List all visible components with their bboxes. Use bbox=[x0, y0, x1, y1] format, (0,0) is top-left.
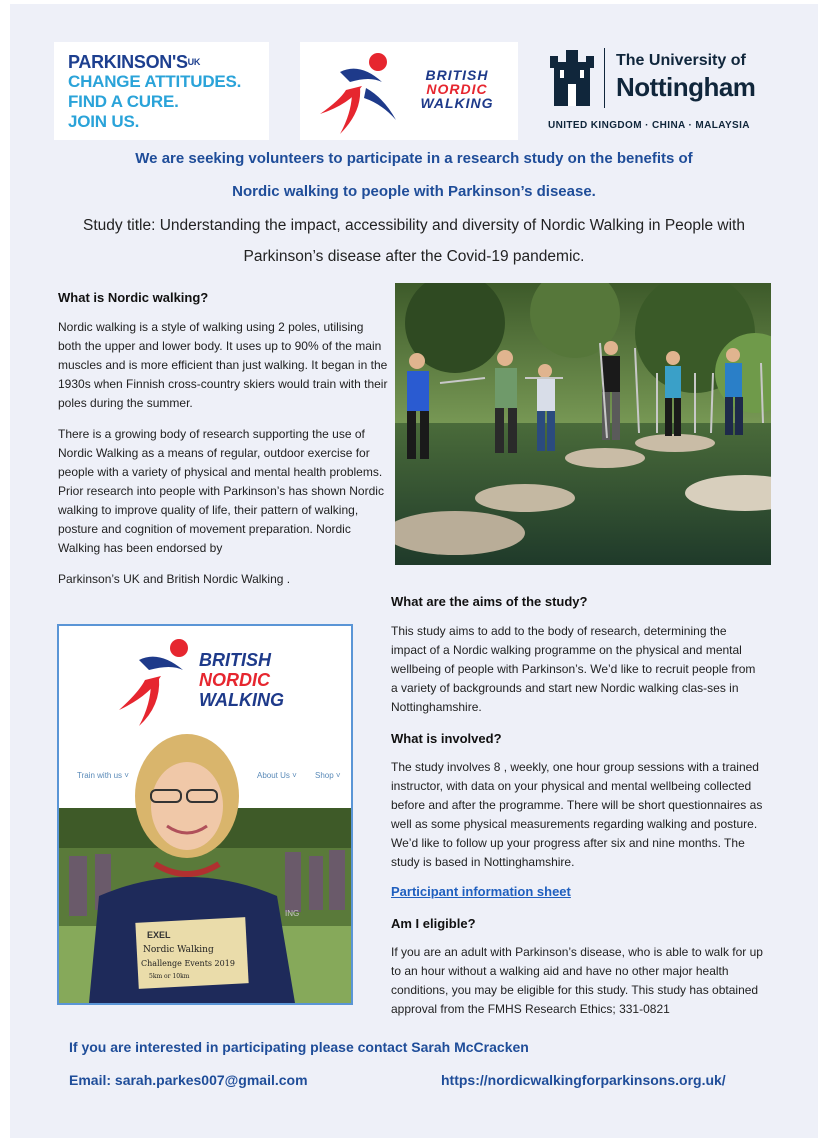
what-is-paragraph-2: There is a growing body of research supporting the use of Nordic Walking as a means of regular, outdoor exercise for people with a variety of physical and mental health problems. Prior research into people with Parkinson’s has shown Nordic walking to improve quality of life, their pattern of walking, posture and cognition of movement preparation. Nordic Walking has been endorsed by bbox=[58, 427, 384, 555]
british-nordic-walking-logo bbox=[300, 42, 518, 140]
castle-crest-icon bbox=[548, 48, 596, 110]
shirt-line-1: Nordic Walking bbox=[143, 945, 214, 955]
uon-line1: The University of bbox=[616, 52, 746, 69]
aims-heading: What are the aims of the study? bbox=[391, 594, 588, 609]
parkinsons-slogan-2: FIND A CURE. bbox=[68, 92, 179, 111]
bnw-word-nordic: NORDIC bbox=[426, 81, 488, 97]
parkinsons-slogan-3: JOIN US. bbox=[68, 112, 140, 131]
involved-body: The study involves 8 , weekly, one hour group sessions with a trained instructor, with data on your physical and mental wellbeing collected before and after the programme. There will be short questionnaires as well as some physical measurements regarding walking and posture. We’d like to follow up your progress after six and nine months. The study is based in Nottinghamshire. bbox=[391, 760, 763, 869]
instructor-nav-about: About Us ˅ bbox=[257, 771, 297, 780]
bnw-word-walking: WALKING bbox=[420, 95, 494, 111]
nordic-walking-group-photo bbox=[395, 283, 771, 565]
uon-divider bbox=[604, 48, 605, 108]
contact-line: If you are interested in participating please contact Sarah McCracken bbox=[69, 1039, 529, 1055]
what-is-paragraph-3: Parkinson’s UK and British Nordic Walking . bbox=[58, 572, 291, 586]
instructor-nav-shop: Shop ˅ bbox=[315, 771, 341, 780]
website-url[interactable]: https://nordicwalkingforparkinsons.org.uk/ bbox=[441, 1072, 726, 1088]
parkinsons-slogan-1: CHANGE ATTITUDES. bbox=[68, 72, 242, 91]
bnw-word-british: BRITISH bbox=[425, 67, 489, 83]
walker-figure-icon bbox=[300, 42, 410, 140]
instructor-nav-train: Train with us ˅ bbox=[77, 771, 129, 780]
participant-information-link[interactable]: Participant information sheet bbox=[391, 884, 571, 899]
what-is-paragraph-1: Nordic walking is a style of walking using 2 poles, utilising both the upper and lower body. It uses up to 90% of the main muscles and is more efficient than just walking. It began in the 1930s when Finnish cross-country skiers would train with their poles during the summer. bbox=[58, 320, 388, 410]
shirt-line-2: Challenge Events 2019 bbox=[141, 959, 235, 968]
study-title: Study title: Understanding the impact, accessibility and diversity of Nordic Walking in People with Parkinson’s disease after the Covid-19 pandemic. bbox=[83, 217, 745, 265]
instructor-photo bbox=[57, 624, 353, 1005]
what-is-heading: What is Nordic walking? bbox=[58, 290, 209, 305]
uon-campuses: UNITED KINGDOM · CHINA · MALAYSIA bbox=[548, 120, 750, 131]
group-photo-illustration bbox=[395, 283, 771, 565]
uon-line2: Nottingham bbox=[616, 72, 756, 102]
headline-line-1: We are seeking volunteers to participate in a research study on the benefits of bbox=[135, 150, 693, 167]
aims-body: This study aims to add to the body of research, determining the impact of a Nordic walking programme on the physical and mental wellbeing of people with Parkinson’s. We’d like to recruit people from a variety of backgrounds and start new Nordic walking clas-ses in Nottinghamshire. bbox=[391, 624, 756, 714]
parkinsons-brand: $PARKINSON'S^{UK}$ bbox=[68, 52, 201, 72]
instructor-brand-british: BRITISH bbox=[199, 650, 271, 670]
instructor-illustration bbox=[59, 626, 351, 1003]
headline-line-2: Nordic walking to people with Parkinson’s disease. bbox=[232, 183, 596, 200]
bnw-wordmark bbox=[398, 68, 516, 110]
eligible-body: If you are an adult with Parkinson’s disease, who is able to walk for up to an hour without a walking aid and have no other major health conditions, you may be eligible for this study. This study has obtained approval from the FMHS Research Ethics; 331-0821 bbox=[391, 945, 763, 1016]
shirt-line-3: 5km or 10km bbox=[149, 973, 190, 980]
contact-email[interactable]: Email: sarah.parkes007@gmail.com bbox=[69, 1072, 308, 1088]
eligible-heading: Am I eligible? bbox=[391, 916, 476, 931]
university-of-nottingham-logo bbox=[546, 44, 776, 136]
sleeve-text: ING bbox=[285, 909, 300, 918]
instructor-brand-nordic: NORDIC bbox=[199, 670, 270, 690]
parkinsons-uk-logo bbox=[54, 42, 269, 140]
involved-heading: What is involved? bbox=[391, 731, 502, 746]
shirt-brand: EXEL bbox=[147, 930, 171, 940]
instructor-brand-walking: WALKING bbox=[199, 690, 284, 710]
